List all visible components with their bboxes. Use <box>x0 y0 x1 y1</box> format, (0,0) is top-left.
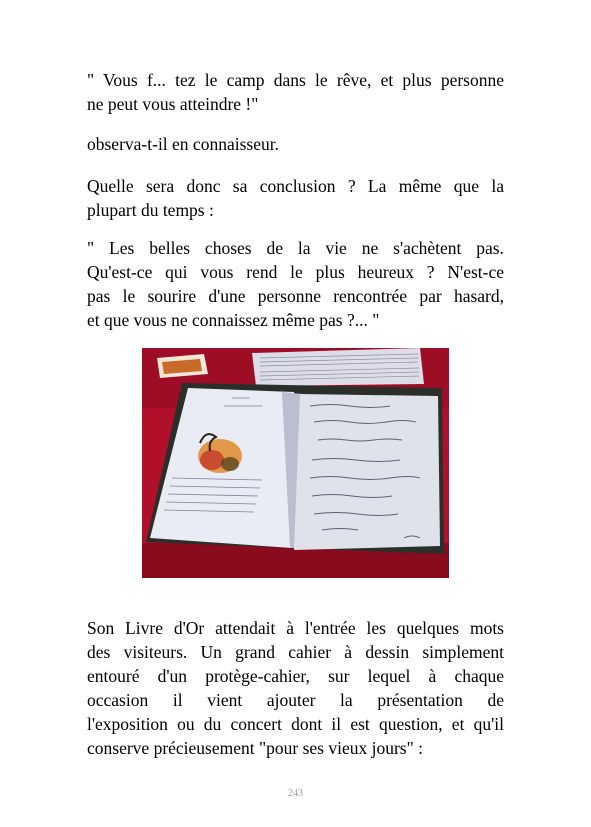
text-line: conserve précieusement "pour ses vieux jours" : <box>87 738 423 758</box>
text-line: occasion il vient ajouter la présentation de <box>87 690 504 710</box>
paragraph-4 <box>87 236 504 332</box>
text-line: Son Livre d'Or attendait à l'entrée les quelques mots <box>87 618 504 638</box>
guestbook-photo <box>142 348 449 578</box>
paragraph-3 <box>87 174 504 222</box>
page-number: 243 <box>288 788 303 799</box>
text-line: l'exposition ou du concert dont il est question, et qu'il <box>87 714 504 734</box>
text-line: Qu'est-ce qui vous rend le plus heureux ? N'est-ce <box>87 262 504 282</box>
text-line: plupart du temps : <box>87 200 214 220</box>
text-line: observa-t-il en connaisseur. <box>87 134 279 154</box>
text-line: " Les belles choses de la vie ne s'achètent pas. <box>87 238 504 258</box>
text-line: ne peut vous atteindre !" <box>87 94 259 114</box>
paragraph-1 <box>87 68 504 116</box>
text-line: et que vous ne connaissez même pas ?... " <box>87 310 380 330</box>
text-line: " Vous f... tez le camp dans le rêve, et plus personne <box>87 70 504 90</box>
paragraph-5 <box>87 616 504 760</box>
text-line: Quelle sera donc sa conclusion ? La même que la <box>87 176 504 196</box>
text-line: des visiteurs. Un grand cahier à dessin simplement <box>87 642 504 662</box>
text-line: entouré d'un protège-cahier, sur lequel à chaque <box>87 666 504 686</box>
paragraph-2 <box>87 132 504 156</box>
text-line: pas le sourire d'une personne rencontrée par hasard, <box>87 286 504 306</box>
